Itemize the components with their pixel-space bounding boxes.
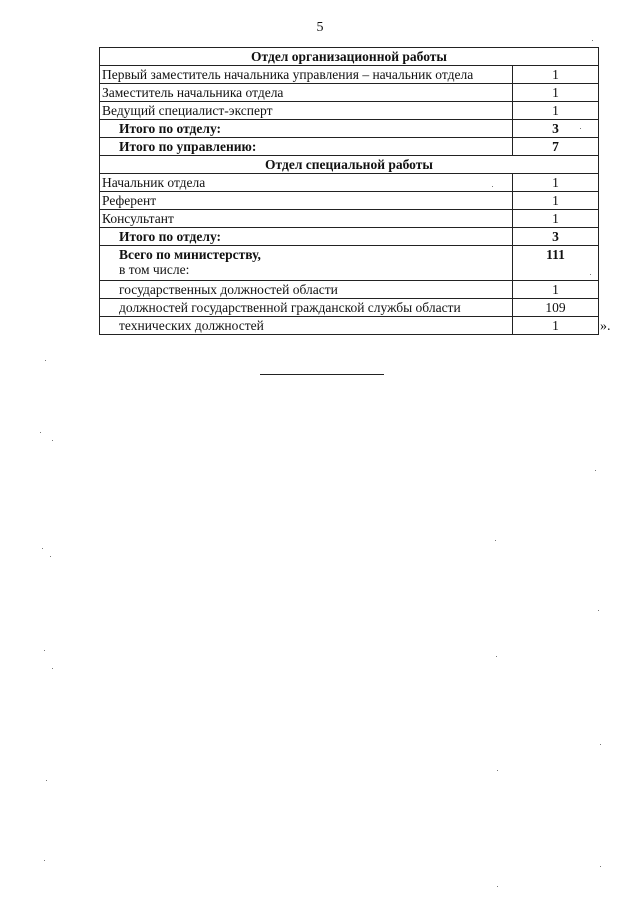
table-row — [100, 174, 599, 192]
scan-speck — [52, 668, 53, 669]
breakdown-label: технических должностей — [100, 317, 513, 335]
scan-speck — [497, 770, 498, 771]
subtotal-label: Итого по отделу: — [100, 228, 513, 246]
scan-speck — [45, 360, 46, 361]
table-row-section-header — [100, 156, 599, 174]
scan-speck — [44, 860, 45, 861]
scan-speck — [600, 744, 601, 745]
scan-speck — [590, 274, 591, 275]
table-row-breakdown — [100, 317, 599, 335]
breakdown-count: 1 — [513, 281, 599, 299]
scan-speck — [46, 780, 47, 781]
table-row — [100, 192, 599, 210]
section-header-special-work: Отдел специальной работы — [100, 156, 599, 174]
scan-speck — [492, 186, 493, 187]
breakdown-count: 109 — [513, 299, 599, 317]
table-row — [100, 66, 599, 84]
section-header-org-work: Отдел организационной работы — [100, 48, 599, 66]
grand-total-subtitle: в том числе: — [119, 262, 190, 277]
scan-speck — [595, 470, 596, 471]
table-row-subtotal — [100, 228, 599, 246]
table-row-subtotal — [100, 120, 599, 138]
department-total-label: Итого по управлению: — [100, 138, 513, 156]
position-name: Консультант — [100, 210, 513, 228]
table-row-grand-total — [100, 246, 599, 281]
table-row-breakdown — [100, 299, 599, 317]
scan-speck — [497, 886, 498, 887]
scan-speck — [44, 650, 45, 651]
department-total-count: 7 — [513, 138, 599, 156]
end-rule — [260, 374, 384, 375]
position-count: 1 — [513, 210, 599, 228]
position-name: Первый заместитель начальника управления – начальник отдела — [100, 66, 513, 84]
scan-speck — [42, 548, 43, 549]
position-name: Ведущий специалист-эксперт — [100, 102, 513, 120]
breakdown-label: государственных должностей области — [100, 281, 513, 299]
scan-speck — [496, 656, 497, 657]
table-row-breakdown — [100, 281, 599, 299]
scan-speck — [40, 432, 41, 433]
table-row — [100, 210, 599, 228]
subtotal-count: 3 — [513, 228, 599, 246]
subtotal-label: Итого по отделу: — [100, 120, 513, 138]
position-name: Начальник отдела — [100, 174, 513, 192]
closing-quote: ». — [600, 319, 611, 334]
table-row — [100, 84, 599, 102]
scan-speck — [52, 440, 53, 441]
grand-total-count: 111 — [513, 246, 599, 281]
page-number: 5 — [316, 20, 324, 35]
scan-speck — [592, 40, 593, 41]
position-name: Заместитель начальника отдела — [100, 84, 513, 102]
staffing-table — [99, 47, 599, 335]
grand-total-title: Всего по министерству, — [119, 247, 261, 262]
subtotal-count: 3 — [513, 120, 599, 138]
position-count: 1 — [513, 84, 599, 102]
position-count: 1 — [513, 102, 599, 120]
position-count: 1 — [513, 192, 599, 210]
scan-speck — [50, 556, 51, 557]
scan-speck — [600, 866, 601, 867]
grand-total-label — [100, 246, 513, 281]
position-count: 1 — [513, 174, 599, 192]
position-count: 1 — [513, 66, 599, 84]
breakdown-count: 1 — [513, 317, 599, 335]
table-row — [100, 102, 599, 120]
table-row-total-department — [100, 138, 599, 156]
table-row-section-header — [100, 48, 599, 66]
scan-speck — [598, 610, 599, 611]
scan-speck — [580, 128, 581, 129]
position-name: Референт — [100, 192, 513, 210]
breakdown-label: должностей государственной гражданской службы области — [100, 299, 513, 317]
scan-speck — [495, 540, 496, 541]
